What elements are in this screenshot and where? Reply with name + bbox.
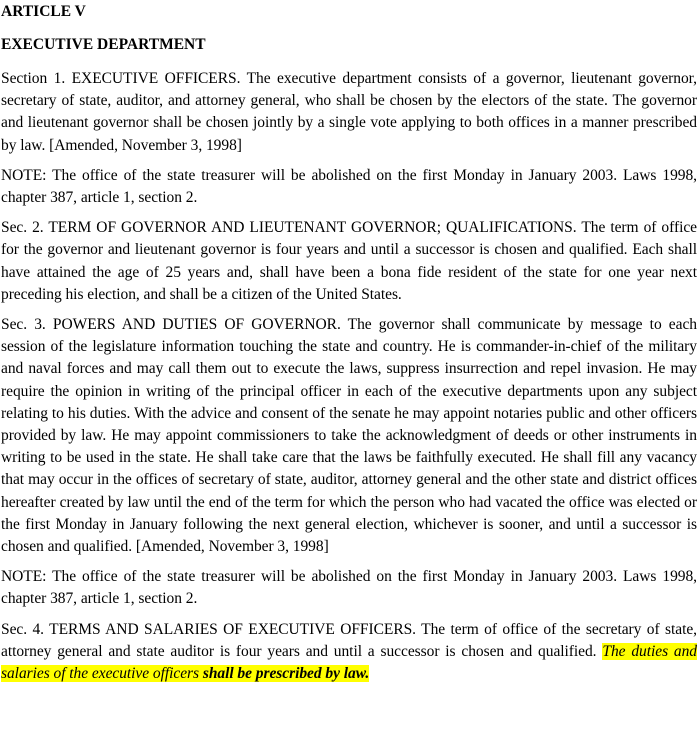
section-4-paragraph — [1, 619, 697, 686]
note-paragraph-2: NOTE: The office of the state treasurer will be abolished on the first Monday in January 2003. Laws 1998, chapter 387, article 1, section 2. — [1, 568, 697, 608]
note-paragraph-1: NOTE: The office of the state treasurer will be abolished on the first Monday in January 2003. Laws 1998, chapter 387, article 1, section 2. — [1, 166, 697, 207]
department-title: EXECUTIVE DEPARTMENT — [1, 36, 206, 53]
section-1-paragraph: Section 1. EXECUTIVE OFFICERS. The executive department consists of a governor, lieutenant governor, secretary of state, auditor, and attorney general, who shall be chosen by the electors of the state. The governor and lieutenant governor shall be chosen jointly by a single vote applying to both offices in a manner prescribed by law. [Amended, November 3, 1998] — [1, 70, 697, 154]
section-3-paragraph: Sec. 3. POWERS AND DUTIES OF GOVERNOR. The governor shall communicate by message to each session of the legislature information touching the state and country. He is commander-in-chief of the military and naval forces and may call them out to execute the laws, suppress insurrection and repel invasion. He may require the opinion in writing of the principal officer in each of the executive departments upon any subject relating to his duties. With the advice and consent of the senate he may appoint notaries public and other officers provided by law. He may appoint commissioners to take the acknowledgment of deeds or other instruments in writing to be used in the state. He shall take care that the laws be faithfully executed. He shall fill any vacancy that may occur in the offices of secretary of state, auditor, attorney general and the other state and district offices hereafter created by law until the end of the term for which the person who had vacated the office was elected or the first Monday in January following the next general election, whichever is sooner, and until a successor is chosen and qualified. [Amended, November 3, 1998] — [1, 316, 697, 556]
section-2-paragraph: Sec. 2. TERM OF GOVERNOR AND LIEUTENANT GOVERNOR; QUALIFICATIONS. The term of office for the governor and lieutenant governor is four years and until a successor is chosen and qualified. Each shall have attained the age of 25 years and, shall have been a bona fide resident of the state for one year next preceding his election, and shall be a citizen of the United States. — [1, 219, 697, 303]
section-4-text: Sec. 4. TERMS AND SALARIES OF EXECUTIVE OFFICERS. The term of office of the secretary of state, attorney general and state auditor is four years and until a successor is chosen and qualified. — [1, 620, 697, 660]
highlighted-prescribed-text: shall be prescribed by law. — [202, 665, 370, 683]
highlighted-duties-text: The duties and salaries of the executive officers — [1, 642, 698, 683]
article-title: ARTICLE V — [1, 3, 86, 20]
